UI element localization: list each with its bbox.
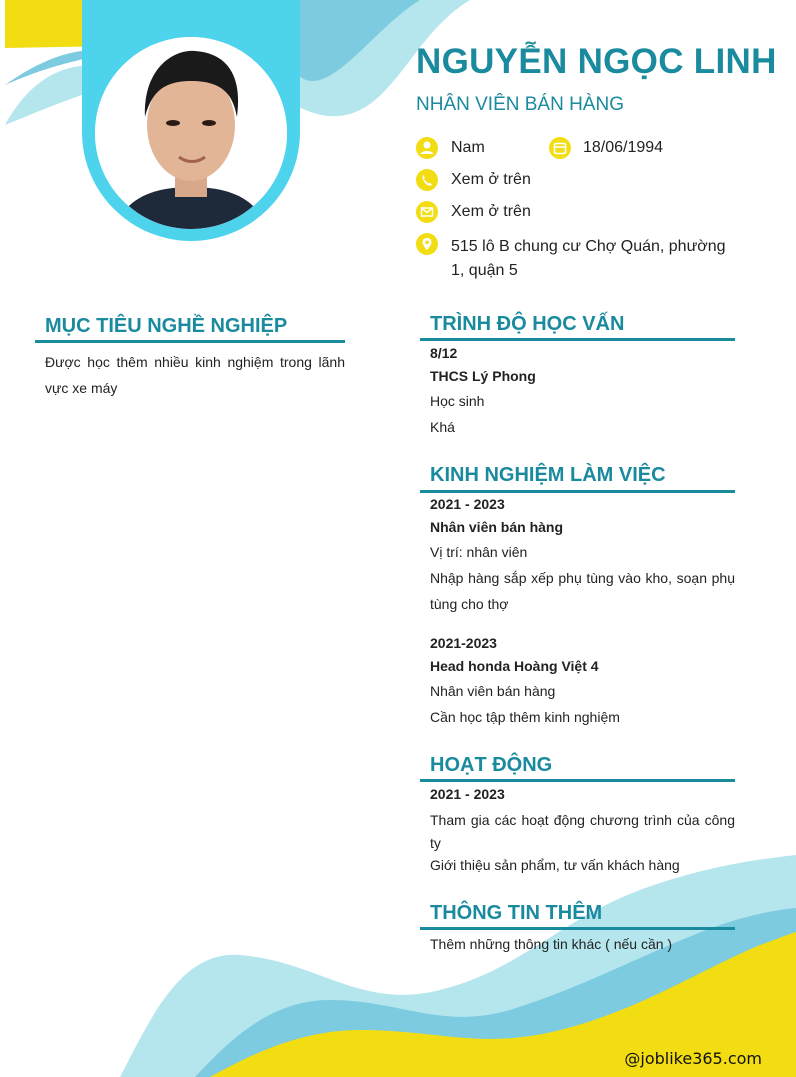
phone: Xem ở trên [451, 171, 531, 188]
email: Xem ở trên [451, 203, 531, 220]
experience-rule [420, 490, 735, 493]
activities-title: HOẠT ĐỘNG [430, 754, 553, 776]
experience-company: Head honda Hoàng Việt 4 [430, 658, 599, 674]
activities-description: Tham gia các hoạt động chương trình của công ty [430, 812, 735, 851]
education-role: Học sinh [430, 393, 485, 409]
birthday: 18/06/1994 [583, 139, 664, 156]
education-grade: Khá [430, 419, 455, 435]
footer-watermark: @joblike365.com [624, 1049, 762, 1068]
candidate-name: NGUYỄN NGỌC LINH [416, 42, 777, 81]
activities-description-2: Giới thiệu sản phẩm, tư vấn khách hàng [430, 857, 680, 873]
phone-icon [416, 169, 438, 191]
career-objective-rule [35, 340, 345, 343]
education-period: 8/12 [430, 345, 458, 361]
calendar-icon [549, 137, 571, 159]
additional-info-title: THÔNG TIN THÊM [430, 902, 603, 924]
experience-period: 2021-2023 [430, 635, 497, 651]
user-icon [416, 137, 438, 159]
profile-photo [95, 37, 287, 229]
experience-period: 2021 - 2023 [430, 496, 505, 512]
mail-icon [416, 201, 438, 223]
career-objective-title: MỤC TIÊU NGHỀ NGHIỆP [45, 315, 288, 337]
additional-info-text: Thêm những thông tin khác ( nếu cần ) [430, 936, 673, 952]
gender: Nam [451, 139, 485, 156]
activities-period: 2021 - 2023 [430, 786, 505, 802]
additional-info-rule [420, 927, 735, 930]
experience-position: Vị trí: nhân viên [430, 544, 528, 560]
job-title: NHÂN VIÊN BÁN HÀNG [416, 94, 624, 115]
experience-description: Nhập hàng sắp xếp phụ tùng vào kho, soạn phụ tùng cho thợ [430, 570, 735, 612]
career-objective-text: Được học thêm nhiều kinh nghiệm trong lãnh vực xe máy [45, 354, 345, 396]
experience-title: KINH NGHIỆM LÀM VIỆC [430, 464, 666, 486]
education-rule [420, 338, 735, 341]
experience-company: Nhân viên bán hàng [430, 519, 564, 535]
experience-position: Nhân viên bán hàng [430, 683, 556, 699]
education-school: THCS Lý Phong [430, 368, 536, 384]
activities-rule [420, 779, 735, 782]
address: 515 lô B chung cư Chợ Quán, phường 1, quận 5 [451, 238, 726, 279]
avatar [95, 37, 287, 229]
location-icon [416, 233, 438, 255]
experience-description: Cần học tập thêm kinh nghiệm [430, 709, 620, 725]
education-title: TRÌNH ĐỘ HỌC VẤN [430, 313, 625, 335]
